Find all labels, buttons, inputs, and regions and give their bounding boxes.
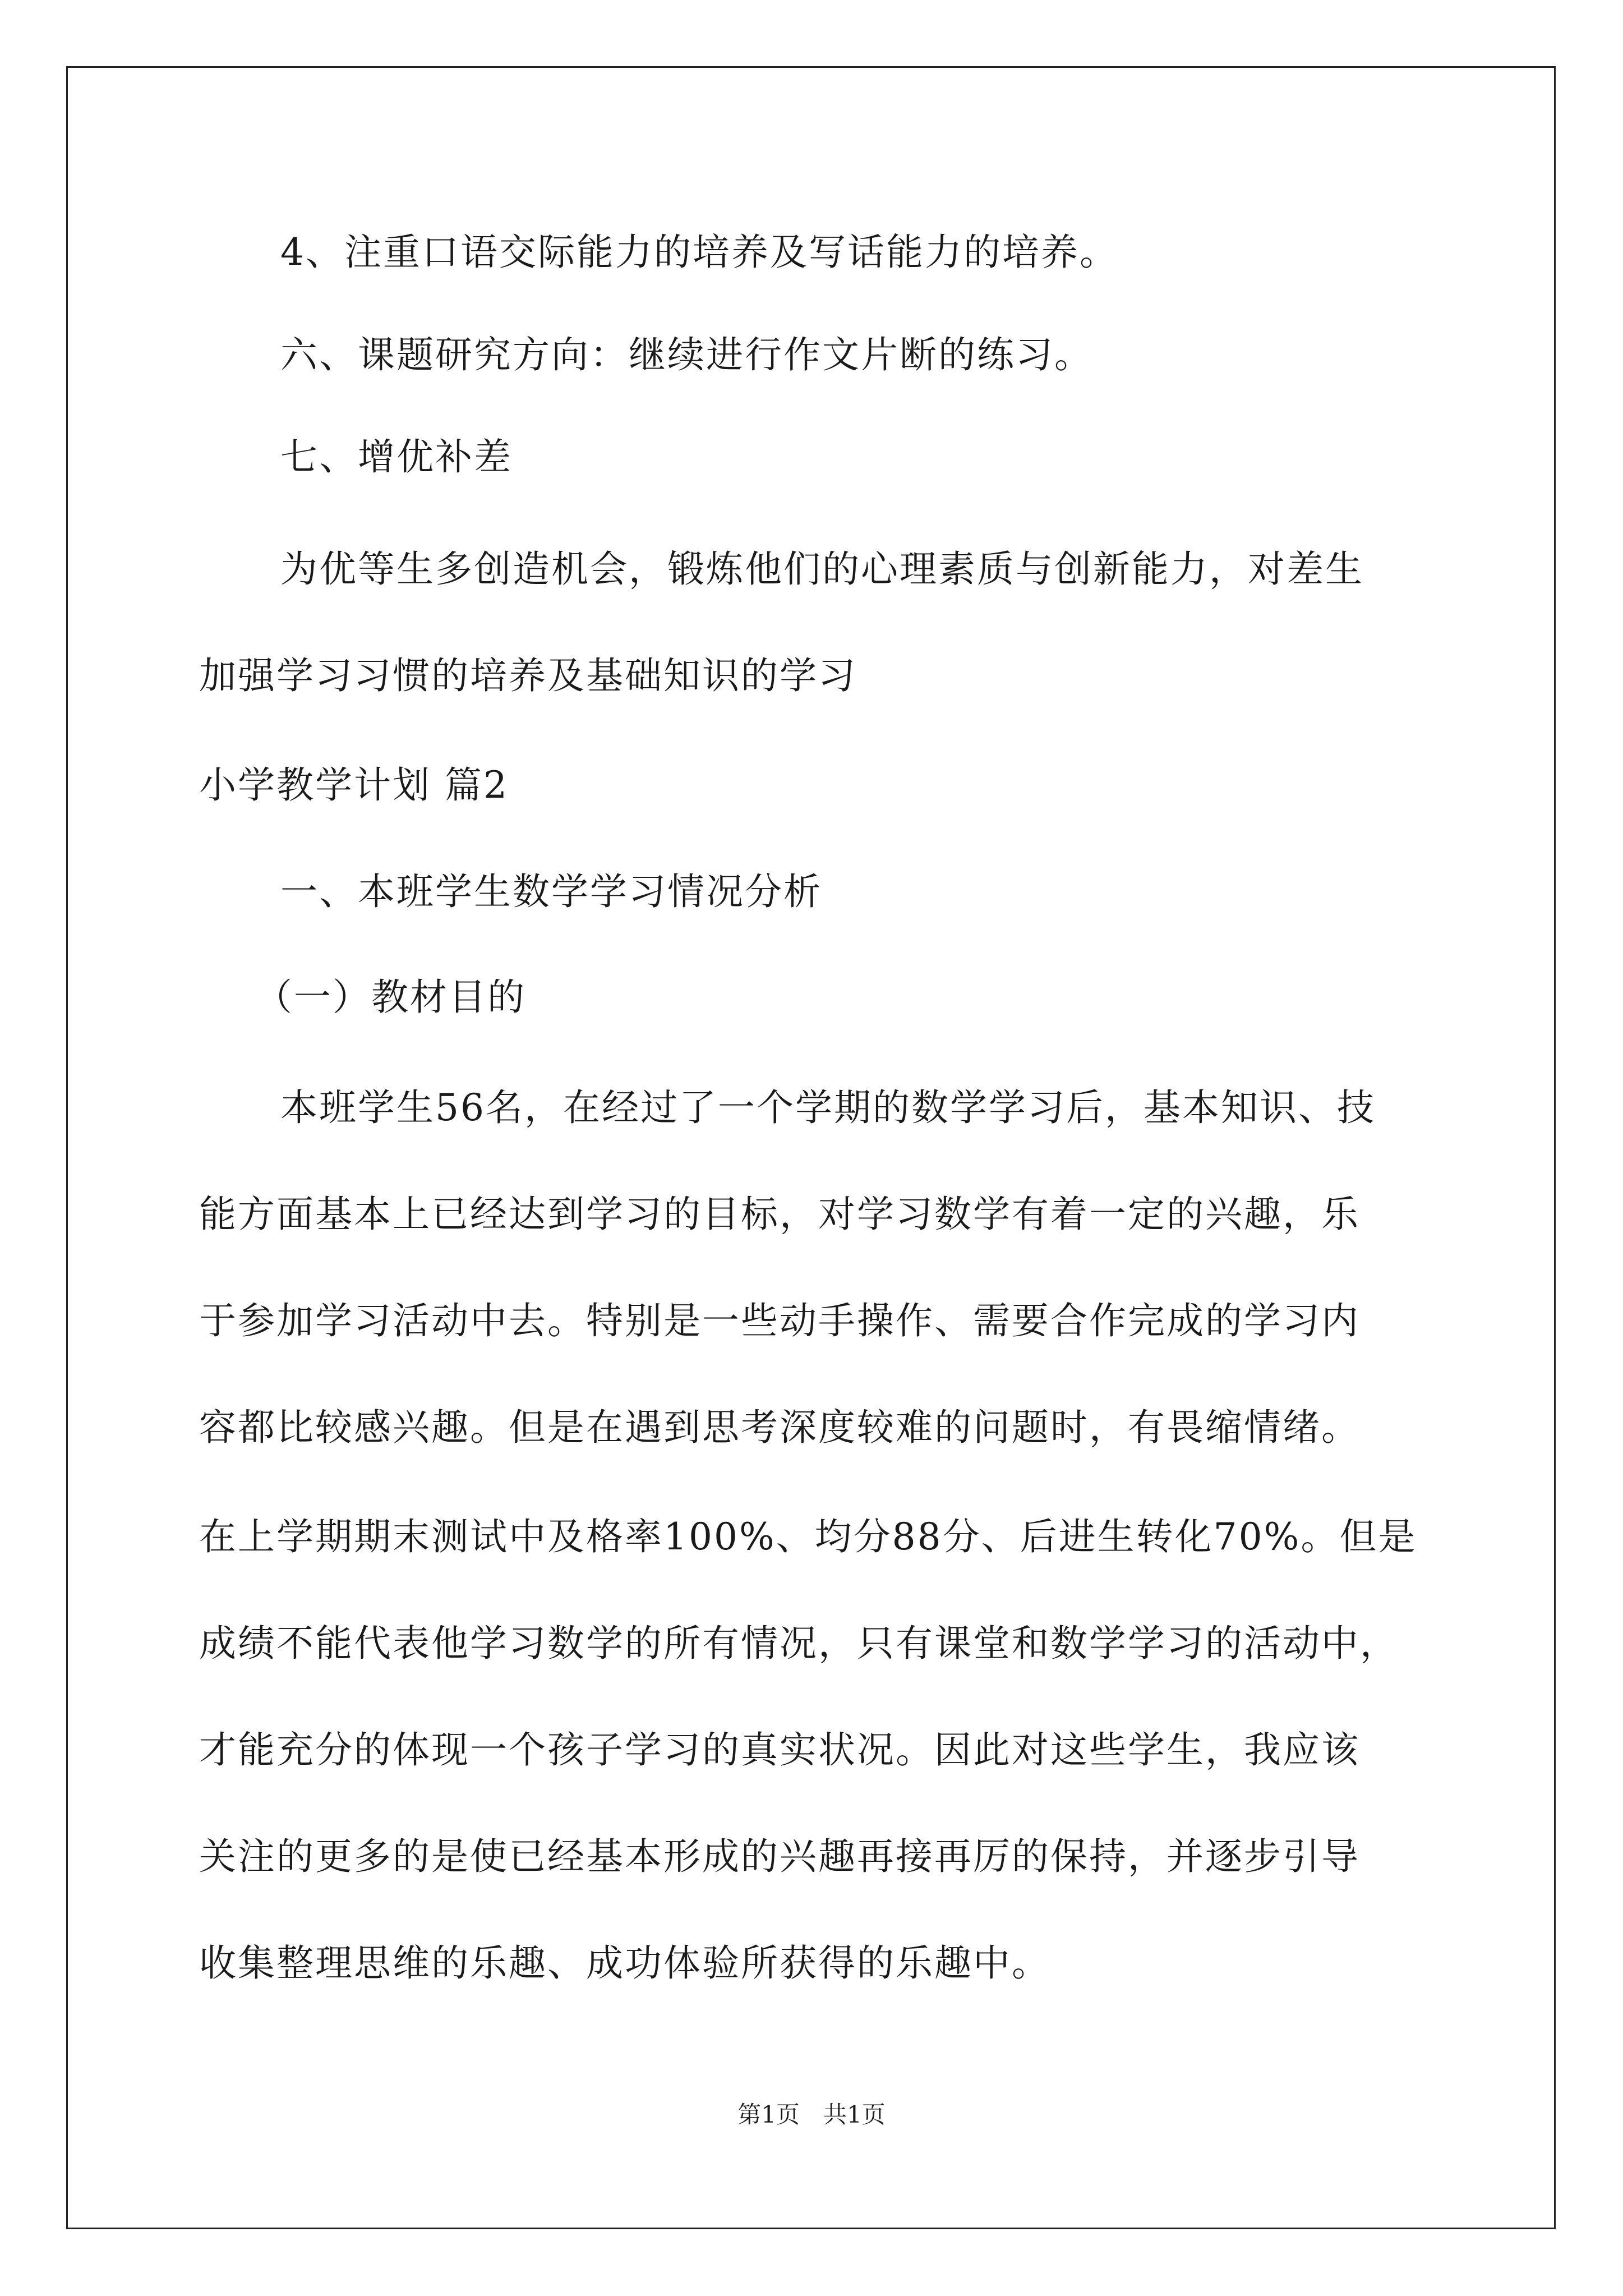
paragraph-line: 能方面基本上已经达到学习的目标，对学习数学有着一定的兴趣，乐 (199, 1193, 1360, 1236)
subsection-heading: （一）教材目的 (255, 976, 526, 1019)
paragraph-line: 关注的更多的是使已经基本形成的兴趣再接再厉的保持，并逐步引导 (199, 1835, 1360, 1878)
paragraph-line: 本班学生56名，在经过了一个学期的数学学习后，基本知识、技 (280, 1086, 1376, 1129)
page-footer: 第1页 共1页 (737, 2101, 886, 2128)
paragraph-line: 4、注重口语交际能力的培养及写话能力的培养。 (280, 231, 1118, 274)
paragraph-line: 成绩不能代表他学习数学的所有情况，只有课堂和数学学习的活动中， (199, 1622, 1399, 1665)
paragraph-line: 于参加学习活动中去。特别是一些动手操作、需要合作完成的学习内 (199, 1299, 1360, 1342)
paragraph-line: 收集整理思维的乐趣、成功体验所获得的乐趣中。 (199, 1941, 1050, 1985)
section-heading: 一、本班学生数学学习情况分析 (280, 870, 822, 913)
paragraph-line: 六、课题研究方向：继续进行作文片断的练习。 (280, 333, 1093, 376)
paragraph-line: 为优等生多创造机会，锻炼他们的心理素质与创新能力，对差生 (280, 547, 1364, 591)
paragraph-line: 容都比较感兴趣。但是在遇到思考深度较难的问题时，有畏缩情绪。 (199, 1406, 1360, 1449)
paragraph-line: 才能充分的体现一个孩子学习的真实状况。因此对这些学生，我应该 (199, 1728, 1360, 1772)
section-heading: 七、增优补差 (280, 435, 513, 478)
page-border (66, 66, 1556, 2229)
paragraph-line: 加强学习习惯的培养及基础知识的学习 (199, 654, 857, 697)
section-title: 小学教学计划 篇2 (199, 763, 509, 807)
paragraph-line: 在上学期期末测试中及格率100%、均分88分、后进生转化70%。但是 (199, 1515, 1417, 1558)
